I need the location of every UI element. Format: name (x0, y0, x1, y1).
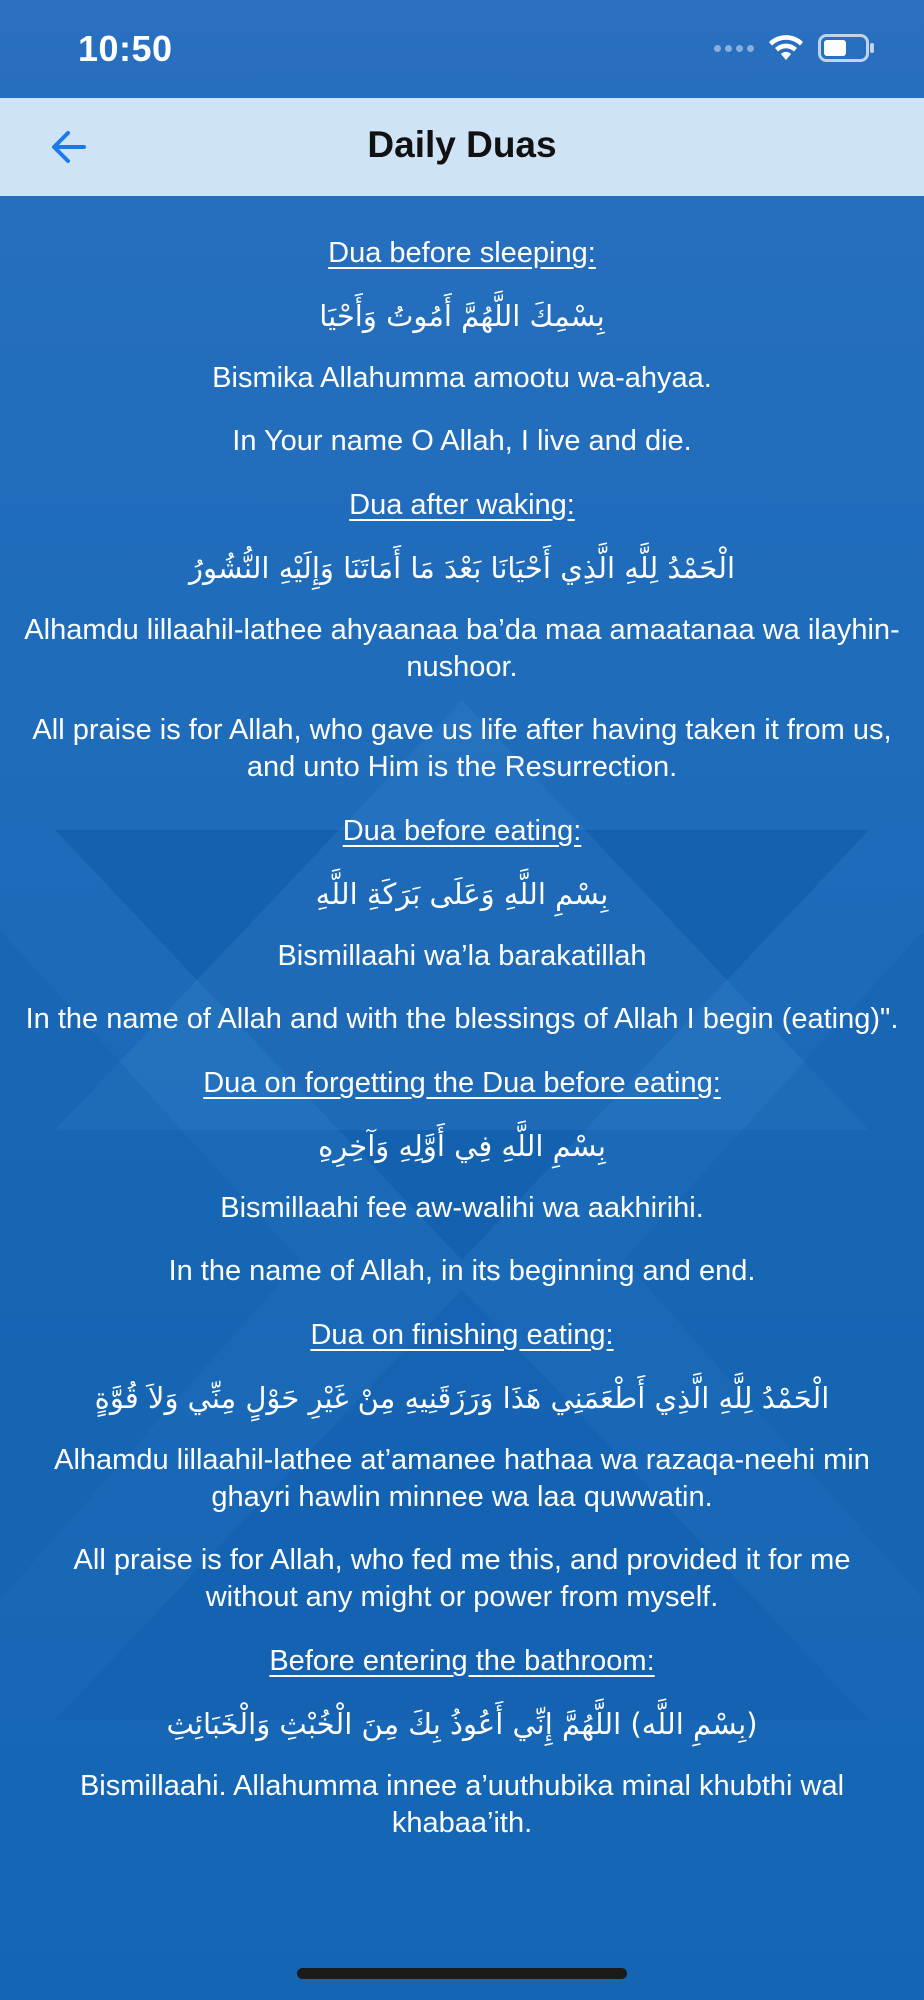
wifi-icon (768, 34, 804, 62)
dua-transliteration: Bismillaahi fee aw-walihi wa aakhirihi. (220, 1192, 704, 1224)
dua-heading: Dua on forgetting the Dua before eating: (203, 1067, 721, 1099)
home-indicator[interactable] (297, 1968, 627, 1979)
dua-heading: Dua before sleeping: (328, 237, 596, 269)
dua-section (24, 1316, 900, 1616)
dua-arabic-text: بِسْمِ اللَّهِ وَعَلَى بَرَكَةِ اللَّهِ (315, 877, 609, 911)
dua-section (24, 1064, 900, 1290)
dua-section (24, 1642, 900, 1842)
battery-icon (818, 34, 876, 62)
page-title: Daily Duas (367, 124, 557, 165)
dua-translation: All praise is for Allah, who gave us life after having taken it from us, and unto Him is the Resurrection. (32, 714, 892, 783)
status-time: 10:50 (78, 28, 173, 69)
dua-heading: Before entering the bathroom: (269, 1645, 655, 1677)
dua-translation: In the name of Allah and with the blessings of Allah I begin (eating)". (25, 1003, 899, 1035)
dua-translation: In Your name O Allah, I live and die. (232, 425, 692, 457)
dua-heading: Dua on finishing eating: (310, 1319, 614, 1351)
navigation-bar (0, 98, 924, 196)
dua-transliteration: Alhamdu lillaahil-lathee at’amanee hathaa wa razaqa-neehi min ghayri hawlin minnee wa laa quwwatin. (54, 1444, 870, 1513)
dua-heading: Dua before eating: (342, 815, 582, 847)
dua-transliteration: Bismillaahi. Allahumma innee a’uuthubika minal khubthi wal khabaa’ith. (79, 1770, 845, 1839)
dua-transliteration: Alhamdu lillaahil-lathee ahyaanaa ba’da maa amaatanaa wa ilayhin-nushoor. (24, 614, 900, 683)
dua-section (24, 234, 900, 460)
dua-arabic-text: بِسْمِ اللَّهِ فِي أَوَّلِهِ وَآخِرِهِ (318, 1129, 606, 1163)
dua-translation: In the name of Allah, in its beginning and end. (168, 1255, 756, 1287)
dua-list (24, 234, 900, 1868)
dua-transliteration: Bismika Allahumma amootu wa-ahyaa. (212, 362, 712, 394)
dua-heading: Dua after waking: (349, 489, 575, 521)
dua-arabic-text: بِسْمِكَ اللَّهُمَّ أَمُوتُ وَأَحْيَا (319, 299, 605, 333)
status-icons (714, 34, 876, 62)
dua-arabic-text: (بِسْمِ اللَّه) اللَّهُمَّ إِنِّي أَعُوذُ بِكَ مِنَ الْخُبْثِ وَالْخَبَائِثِ (166, 1707, 758, 1741)
dua-transliteration: Bismillaahi wa’la barakatillah (277, 940, 647, 972)
dua-arabic-text: الْحَمْدُ لِلَّهِ الَّذِي أَحْيَانَا بَعْدَ مَا أَمَاتَنَا وَإِلَيْهِ النُّشُورُ (188, 551, 736, 585)
dua-translation: All praise is for Allah, who fed me this, and provided it for me without any might or power from myself. (73, 1544, 851, 1613)
dua-section (24, 812, 900, 1038)
dua-arabic-text: الْحَمْدُ لِلَّهِ الَّذِي أَطْعَمَنِي هَذَا وَرَزَقَنِيهِ مِنْ غَيْرِ حَوْلٍ مِنِّي وَلاَ قُوَّةٍ (94, 1381, 830, 1415)
cellular-signal-icon (714, 45, 754, 52)
dua-section (24, 486, 900, 786)
status-bar (0, 0, 924, 98)
